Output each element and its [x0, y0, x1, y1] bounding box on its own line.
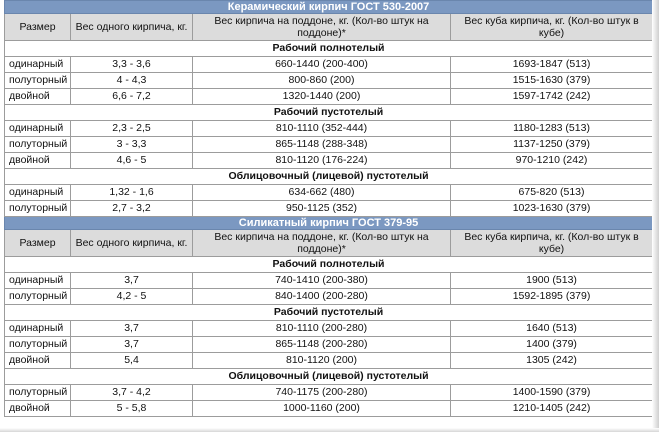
table-row: [5, 57, 653, 73]
cell-cube-weight: 1400 (379): [451, 337, 653, 353]
cell-single-weight: 4 - 4,3: [71, 73, 193, 89]
section-row: [5, 257, 653, 273]
cell-cube-weight: 970-1210 (242): [451, 153, 653, 169]
cell-size: двойной: [5, 153, 71, 169]
cell-single-weight: 3,7 - 4,2: [71, 385, 193, 401]
cell-single-weight: 3,7: [71, 273, 193, 289]
section-title: Рабочий пустотелый: [5, 105, 653, 121]
section-title: Облицовочный (лицевой) пустотелый: [5, 369, 653, 385]
cell-cube-weight: 1592-1895 (379): [451, 289, 653, 305]
section-row: [5, 41, 653, 57]
table-title-row: [5, 217, 653, 230]
cell-single-weight: 3,7: [71, 337, 193, 353]
table-row: [5, 289, 653, 305]
table-row: [5, 353, 653, 369]
section-title: Рабочий полнотелый: [5, 257, 653, 273]
cell-pallet-weight: 1000-1160 (200): [193, 401, 451, 417]
page-shadow-bottom: [0, 428, 659, 432]
cell-pallet-weight: 840-1400 (200-280): [193, 289, 451, 305]
cell-cube-weight: 1023-1630 (379): [451, 201, 653, 217]
table-title: Керамический кирпич ГОСТ 530-2007: [5, 1, 653, 14]
cell-cube-weight: 675-820 (513): [451, 185, 653, 201]
cell-single-weight: 3,3 - 3,6: [71, 57, 193, 73]
cell-size: двойной: [5, 401, 71, 417]
header-row: [5, 14, 653, 41]
header-size: Размер: [5, 230, 71, 257]
header-single-weight: Вес одного кирпича, кг.: [71, 230, 193, 257]
cell-size: одинарный: [5, 121, 71, 137]
cell-pallet-weight: 740-1410 (200-380): [193, 273, 451, 289]
cell-size: двойной: [5, 353, 71, 369]
cell-pallet-weight: 634-662 (480): [193, 185, 451, 201]
cell-size: полуторный: [5, 385, 71, 401]
cell-single-weight: 1,32 - 1,6: [71, 185, 193, 201]
cell-single-weight: 4,2 - 5: [71, 289, 193, 305]
section-row: [5, 105, 653, 121]
table-row: [5, 121, 653, 137]
table-title-row: [5, 1, 653, 14]
table-row: [5, 153, 653, 169]
table-title: Силикатный кирпич ГОСТ 379-95: [5, 217, 653, 230]
cell-pallet-weight: 1320-1440 (200): [193, 89, 451, 105]
cell-size: полуторный: [5, 73, 71, 89]
header-single-weight: Вес одного кирпича, кг.: [71, 14, 193, 41]
cell-size: одинарный: [5, 321, 71, 337]
table-row: [5, 137, 653, 153]
cell-cube-weight: 1515-1630 (379): [451, 73, 653, 89]
cell-single-weight: 3 - 3,3: [71, 137, 193, 153]
cell-pallet-weight: 865-1148 (288-348): [193, 137, 451, 153]
table-row: [5, 201, 653, 217]
cell-single-weight: 3,7: [71, 321, 193, 337]
table-body: [5, 1, 653, 417]
cell-cube-weight: 1693-1847 (513): [451, 57, 653, 73]
header-pallet-weight: Вес кирпича на поддоне, кг. (Кол-во штук на поддоне)*: [193, 230, 451, 257]
cell-size: полуторный: [5, 337, 71, 353]
table-row: [5, 385, 653, 401]
cell-single-weight: 2,7 - 3,2: [71, 201, 193, 217]
table-row: [5, 185, 653, 201]
cell-pallet-weight: 865-1148 (200-280): [193, 337, 451, 353]
cell-cube-weight: 1900 (513): [451, 273, 653, 289]
cell-cube-weight: 1305 (242): [451, 353, 653, 369]
cell-size: полуторный: [5, 289, 71, 305]
table-row: [5, 321, 653, 337]
cell-size: полуторный: [5, 137, 71, 153]
section-row: [5, 305, 653, 321]
header-pallet-weight: Вес кирпича на поддоне, кг. (Кол-во штук на поддоне)*: [193, 14, 451, 41]
cell-cube-weight: 1210-1405 (242): [451, 401, 653, 417]
header-cube-weight: Вес куба кирпича, кг. (Кол-во штук в кубе): [451, 230, 653, 257]
section-title: Облицовочный (лицевой) пустотелый: [5, 169, 653, 185]
table-row: [5, 73, 653, 89]
cell-pallet-weight: 740-1175 (200-280): [193, 385, 451, 401]
table-row: [5, 273, 653, 289]
cell-pallet-weight: 810-1120 (176-224): [193, 153, 451, 169]
cell-pallet-weight: 810-1110 (352-444): [193, 121, 451, 137]
cell-single-weight: 6,6 - 7,2: [71, 89, 193, 105]
cell-size: одинарный: [5, 57, 71, 73]
section-title: Рабочий полнотелый: [5, 41, 653, 57]
header-row: [5, 230, 653, 257]
cell-size: одинарный: [5, 185, 71, 201]
cell-single-weight: 2,3 - 2,5: [71, 121, 193, 137]
cell-size: одинарный: [5, 273, 71, 289]
section-row: [5, 169, 653, 185]
table-row: [5, 89, 653, 105]
header-size: Размер: [5, 14, 71, 41]
cell-single-weight: 5 - 5,8: [71, 401, 193, 417]
cell-pallet-weight: 950-1125 (352): [193, 201, 451, 217]
section-title: Рабочий пустотелый: [5, 305, 653, 321]
cell-cube-weight: 1640 (513): [451, 321, 653, 337]
table-row: [5, 337, 653, 353]
cell-size: полуторный: [5, 201, 71, 217]
cell-cube-weight: 1400-1590 (379): [451, 385, 653, 401]
cell-cube-weight: 1137-1250 (379): [451, 137, 653, 153]
cell-pallet-weight: 810-1120 (200): [193, 353, 451, 369]
cell-pallet-weight: 800-860 (200): [193, 73, 451, 89]
cell-single-weight: 4,6 - 5: [71, 153, 193, 169]
page-shadow-right: [652, 0, 659, 432]
table-row: [5, 401, 653, 417]
cell-single-weight: 5,4: [71, 353, 193, 369]
cell-size: двойной: [5, 89, 71, 105]
cell-cube-weight: 1180-1283 (513): [451, 121, 653, 137]
cell-pallet-weight: 660-1440 (200-400): [193, 57, 451, 73]
cell-pallet-weight: 810-1110 (200-280): [193, 321, 451, 337]
header-cube-weight: Вес куба кирпича, кг. (Кол-во штук в кубе): [451, 14, 653, 41]
cell-cube-weight: 1597-1742 (242): [451, 89, 653, 105]
section-row: [5, 369, 653, 385]
brick-weight-table: [4, 0, 653, 417]
